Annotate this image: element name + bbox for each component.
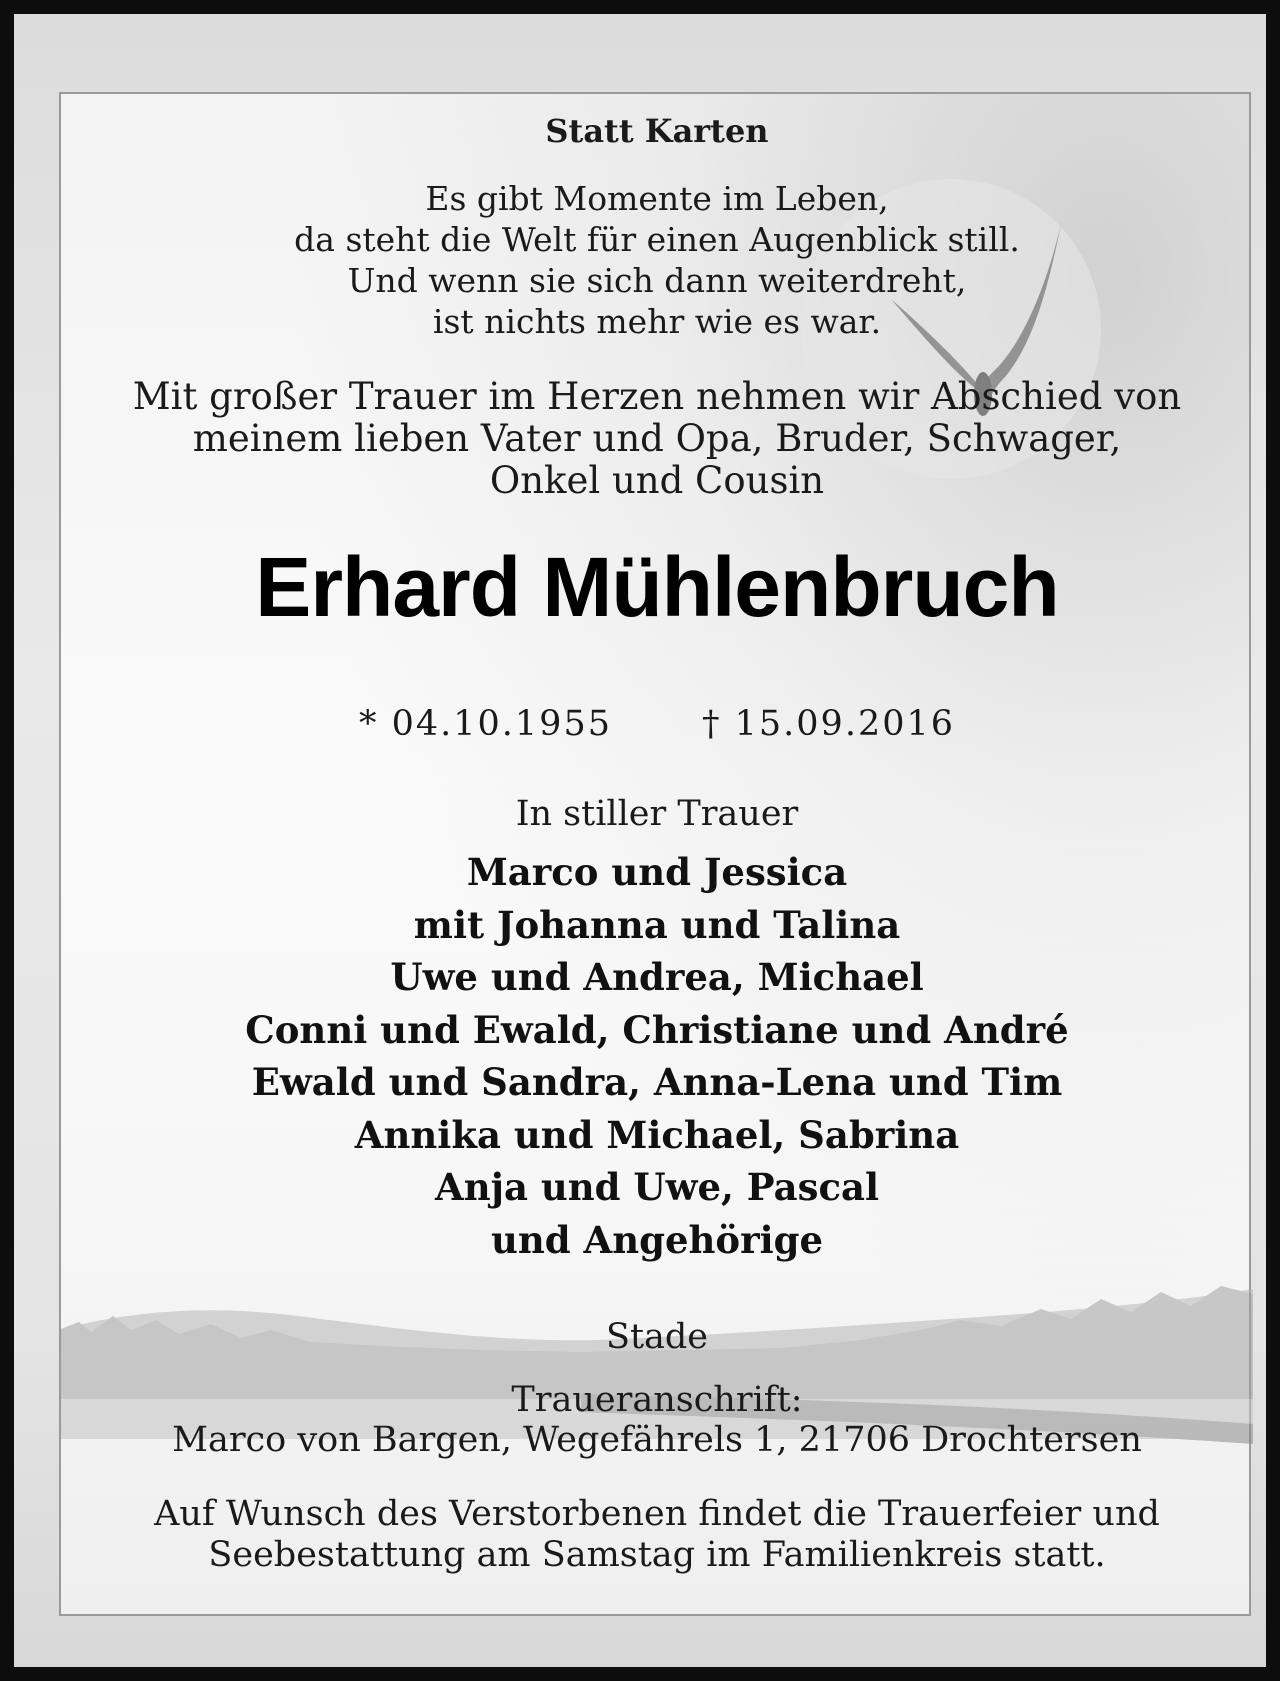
mourners-heading: In stiller Trauer xyxy=(515,794,799,834)
address-label: Traueranschrift: xyxy=(511,1380,803,1420)
mourner-line: Marco und Jessica xyxy=(466,850,848,894)
mourner-line: und Angehörige xyxy=(490,1217,824,1262)
birth-date: * 04.10.1955 xyxy=(358,704,612,744)
place: Stade xyxy=(605,1317,709,1357)
life-dates xyxy=(61,702,1253,746)
obituary-panel xyxy=(59,92,1251,1616)
mourners-list xyxy=(61,846,1253,1266)
intro-text xyxy=(61,376,1253,502)
mourner-line: Anja und Uwe, Pascal xyxy=(434,1165,880,1209)
closing-text xyxy=(61,1494,1253,1576)
poem-line: da steht die Welt für einen Augenblick still. xyxy=(294,220,1020,259)
poem-line: Und wenn sie sich dann weiterdreht, xyxy=(347,261,967,300)
mourner-line: mit Johanna und Talina xyxy=(413,902,901,947)
header-title: Statt Karten xyxy=(545,112,769,150)
poem-line: ist nichts mehr wie es war. xyxy=(432,302,882,341)
mourner-line: Annika und Michael, Sabrina xyxy=(354,1112,960,1157)
closing-line: Seebestattung am Samstag im Familienkreis statt. xyxy=(208,1535,1106,1575)
intro-line: meinem lieben Vater und Opa, Bruder, Schwager, xyxy=(192,417,1122,460)
intro-line: Mit großer Trauer im Herzen nehmen wir Abschied von xyxy=(132,375,1182,418)
mourner-line: Conni und Ewald, Christiane und André xyxy=(245,1007,1069,1052)
death-date: † 15.09.2016 xyxy=(702,704,956,744)
intro-line: Onkel und Cousin xyxy=(489,459,825,502)
deceased-name: Erhard Mühlenbruch xyxy=(255,540,1059,634)
mourner-line: Uwe und Andrea, Michael xyxy=(390,955,924,999)
mourner-line: Ewald und Sandra, Anna-Lena und Tim xyxy=(251,1060,1063,1104)
address-line: Marco von Bargen, Wegefährels 1, 21706 Drochtersen xyxy=(172,1420,1142,1460)
poem xyxy=(61,178,1253,342)
poem-line: Es gibt Momente im Leben, xyxy=(425,179,889,218)
closing-line: Auf Wunsch des Verstorbenen findet die Trauerfeier und xyxy=(154,1494,1160,1534)
address-block xyxy=(61,1380,1253,1460)
